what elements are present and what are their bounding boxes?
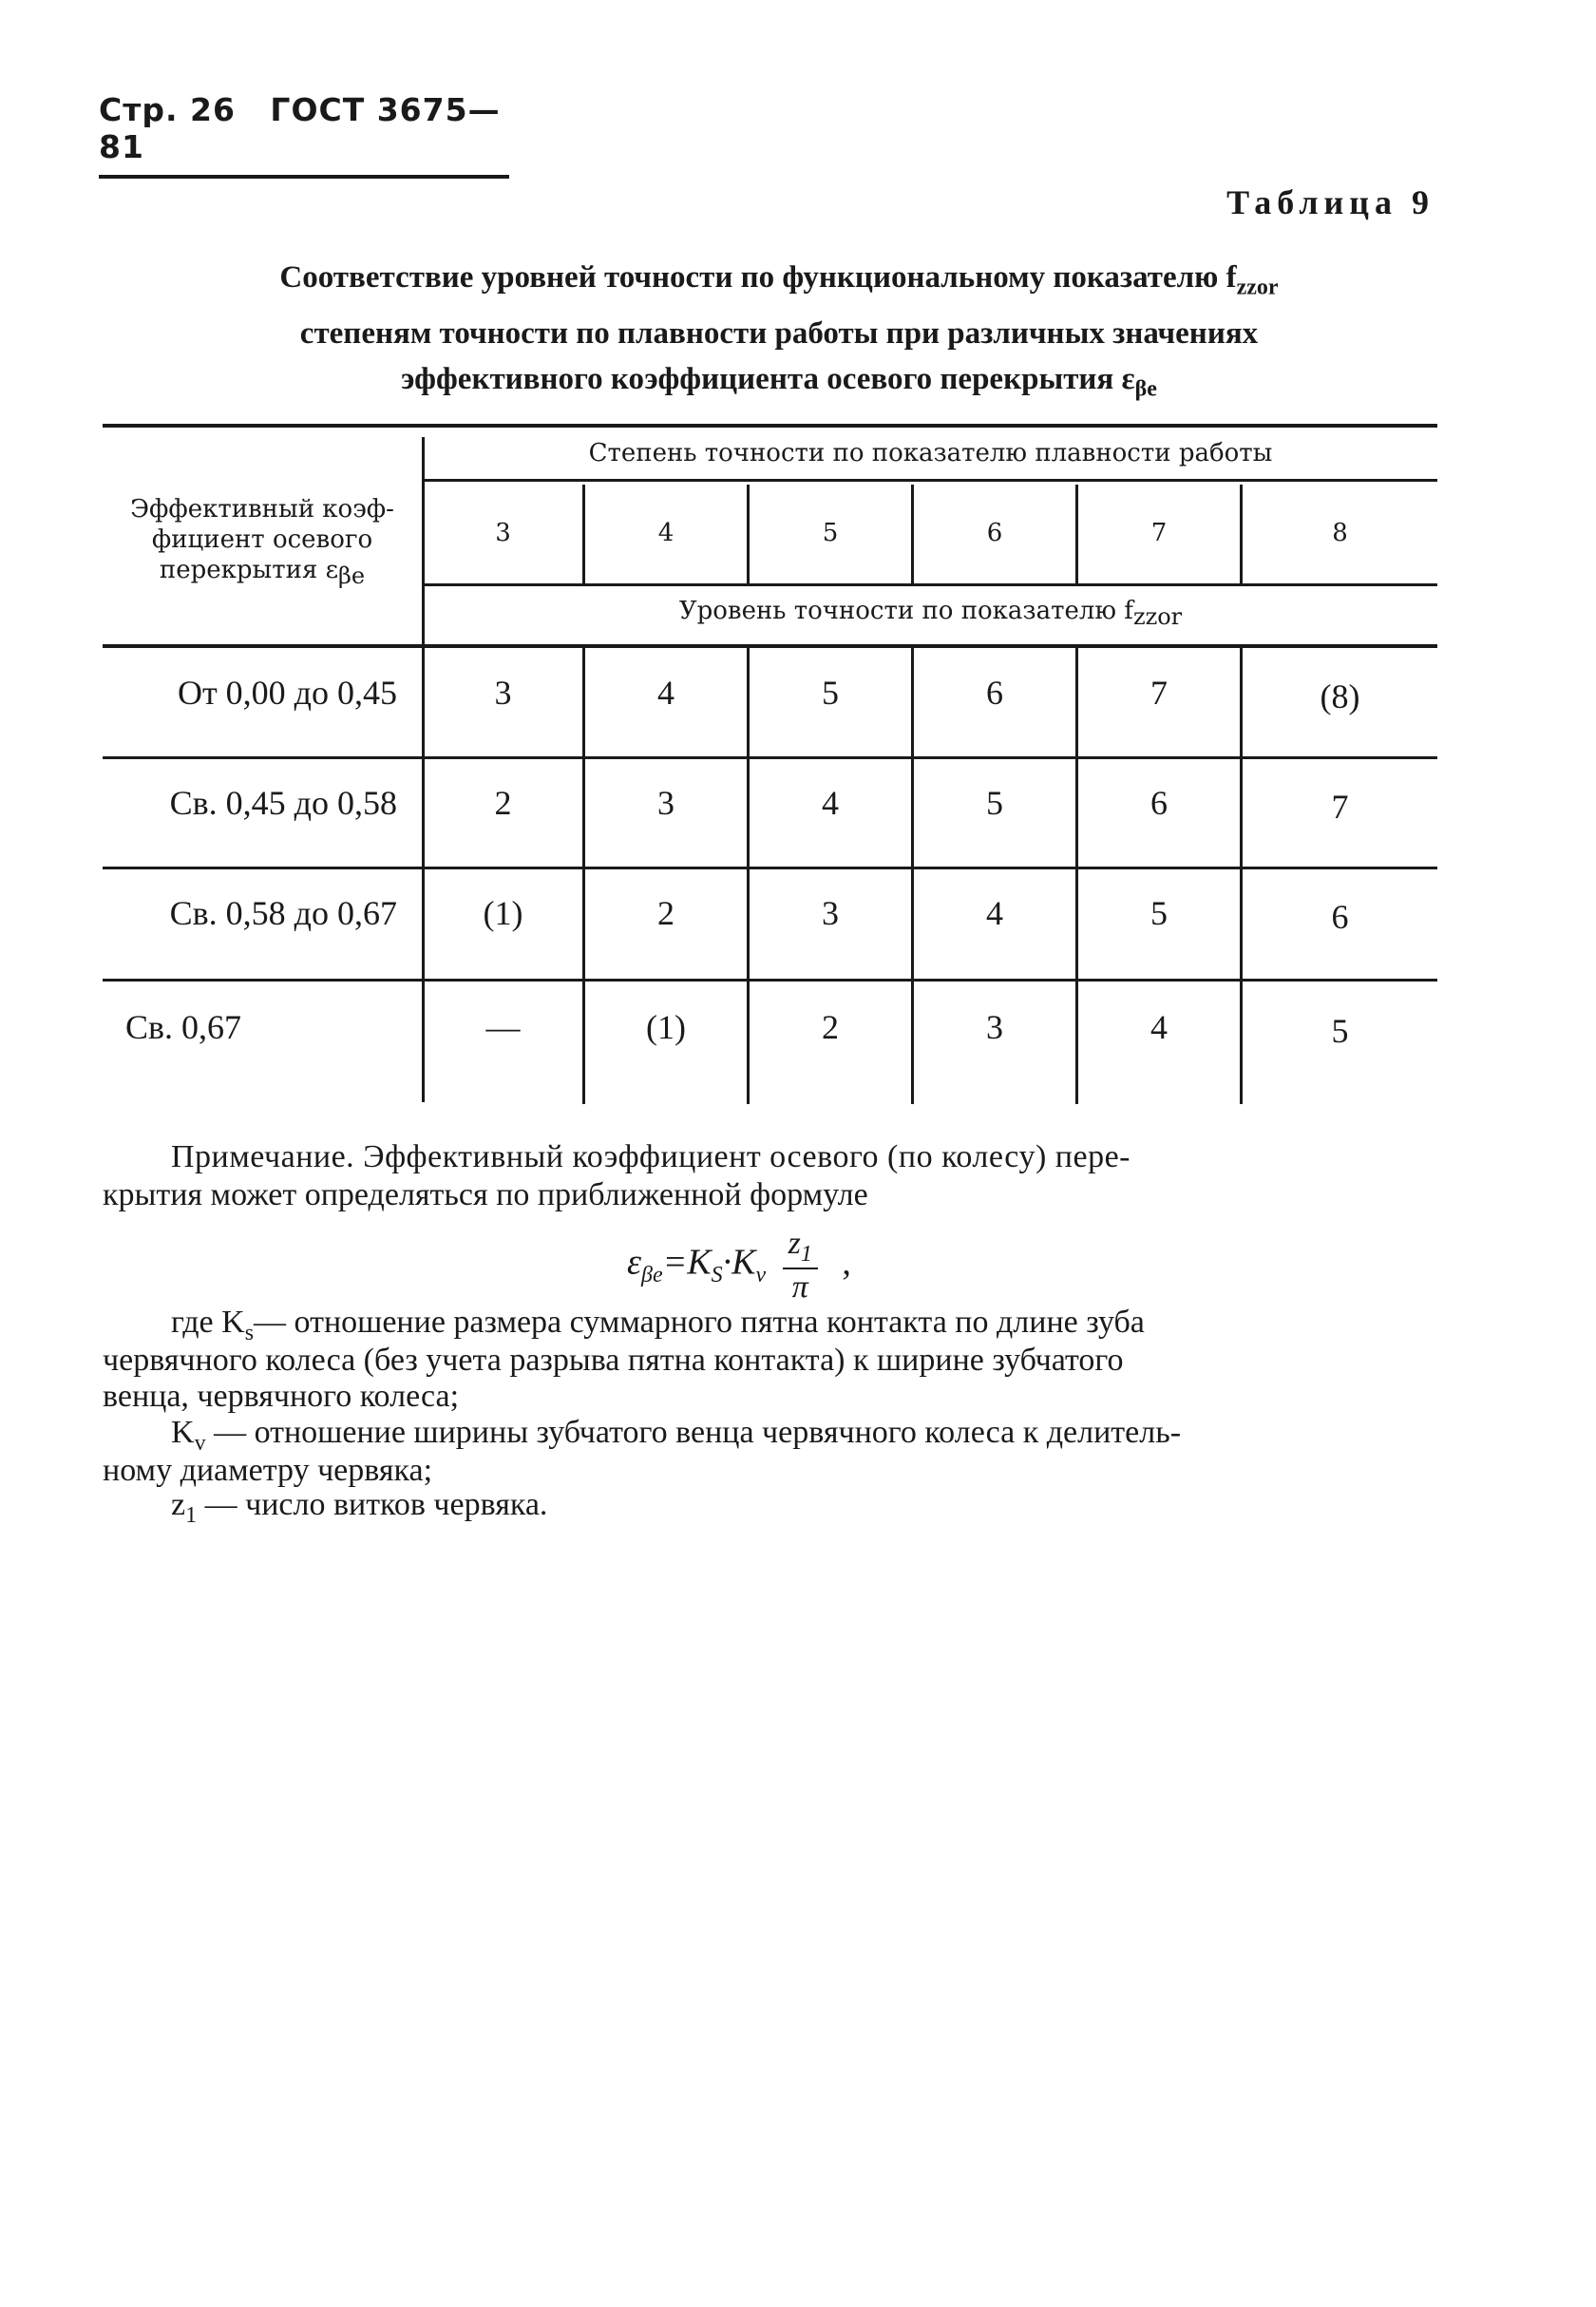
header-rule-1: [424, 479, 1437, 482]
column-header: 6: [986, 519, 1003, 547]
level-header: Уровень точности по показателю fzzor: [678, 597, 1183, 631]
table-cell: 5: [1331, 1012, 1349, 1050]
column-header: 7: [1150, 519, 1168, 547]
table-cell: 2: [494, 784, 512, 822]
table-caption: [142, 255, 1416, 411]
table-cell: (1): [483, 894, 523, 932]
table-cell: 2: [657, 894, 674, 932]
standard-number: ГОСТ 3675—81: [99, 91, 501, 165]
row-rule-1: [103, 756, 1437, 759]
formula-fraction: $\frac{z_1}{\pi}$: [783, 1226, 818, 1306]
note-line-1: Примечание. Эффективный коэффициент осевого (по колесу) пере-: [171, 1139, 1130, 1174]
page-header: [99, 91, 509, 179]
table-cell: 6: [986, 674, 1003, 712]
table-cell: (8): [1320, 677, 1360, 715]
table-cell: 4: [822, 784, 839, 822]
table-cell: 3: [657, 784, 674, 822]
table-cell: 3: [494, 674, 512, 712]
table-cell: 5: [986, 784, 1003, 822]
column-header: 3: [495, 519, 511, 547]
definition-ks-line-2: червячного колеса (без учета разрыва пятна контакта) к ширине зубчатого: [103, 1343, 1124, 1378]
table-cell: 4: [657, 674, 674, 712]
caption-line-2: степеням точности по плавности работы при различных значениях: [299, 315, 1259, 351]
table-top-rule: [103, 424, 1437, 428]
table-cell: 4: [1150, 1008, 1168, 1046]
caption-line-3: эффективного коэффициента осевого перекрытия $\varepsilon_{\beta e}$: [401, 361, 1157, 402]
note-line-2: крытия может определяться по приближенной формуле: [103, 1177, 868, 1212]
definition-kv-line-2: ному диаметру червяка;: [103, 1453, 433, 1488]
caption-line-1: Соответствие уровней точности по функциональному показателю $f_{zzor}$: [279, 260, 1279, 300]
definition-kv: $K_v$ — отношение ширины зубчатого венца червячного колеса к делитель-: [171, 1415, 1182, 1456]
header-rule-2: [424, 583, 1437, 586]
table-cell: 7: [1150, 674, 1168, 712]
header-bottom-rule: [103, 644, 1437, 648]
accuracy-table: [103, 424, 1437, 1108]
page-number: Стр. 26: [99, 91, 236, 128]
table-cell: 5: [1150, 894, 1168, 932]
row-label: Св. 0,67: [125, 1008, 242, 1046]
table-cell: 7: [1331, 788, 1349, 826]
corner-label: Эффективный коэф- фициент осевого перекрытия εβe: [130, 495, 394, 590]
table-cell: —: [485, 1008, 521, 1046]
table-cell: 3: [986, 1008, 1003, 1046]
row-rule-3: [103, 979, 1437, 982]
row-label: Св. 0,45 до 0,58: [169, 784, 397, 822]
row-label: От 0,00 до 0,45: [177, 674, 397, 712]
table-number: Таблица 9: [1226, 183, 1434, 221]
definition-z1: $z_1$ — число витков червяка.: [171, 1487, 548, 1528]
table-cell: 6: [1331, 898, 1349, 936]
table-cell: 6: [1150, 784, 1168, 822]
column-header: 5: [822, 519, 839, 547]
table-cell: 5: [822, 674, 839, 712]
definition-ks: где $K_s—$ отношение размера суммарного пятна контакта по длине зуба: [171, 1305, 1145, 1345]
row-label: Св. 0,58 до 0,67: [169, 894, 397, 932]
formula: $\varepsilon_{\beta e}=K_S\cdot K_v$ $\frac{z_1}{\pi}$ ,: [627, 1226, 851, 1305]
table-cell: (1): [646, 1008, 686, 1046]
grade-header: Степень точности по показателю плавности работы: [588, 439, 1273, 467]
column-header: 8: [1332, 519, 1348, 547]
table-cell: 4: [986, 894, 1003, 932]
table-cell: 3: [822, 894, 839, 932]
definition-ks-line-3: венца, червячного колеса;: [103, 1379, 460, 1414]
row-rule-2: [103, 867, 1437, 869]
table-cell: 2: [822, 1008, 839, 1046]
column-header: 4: [657, 519, 674, 547]
